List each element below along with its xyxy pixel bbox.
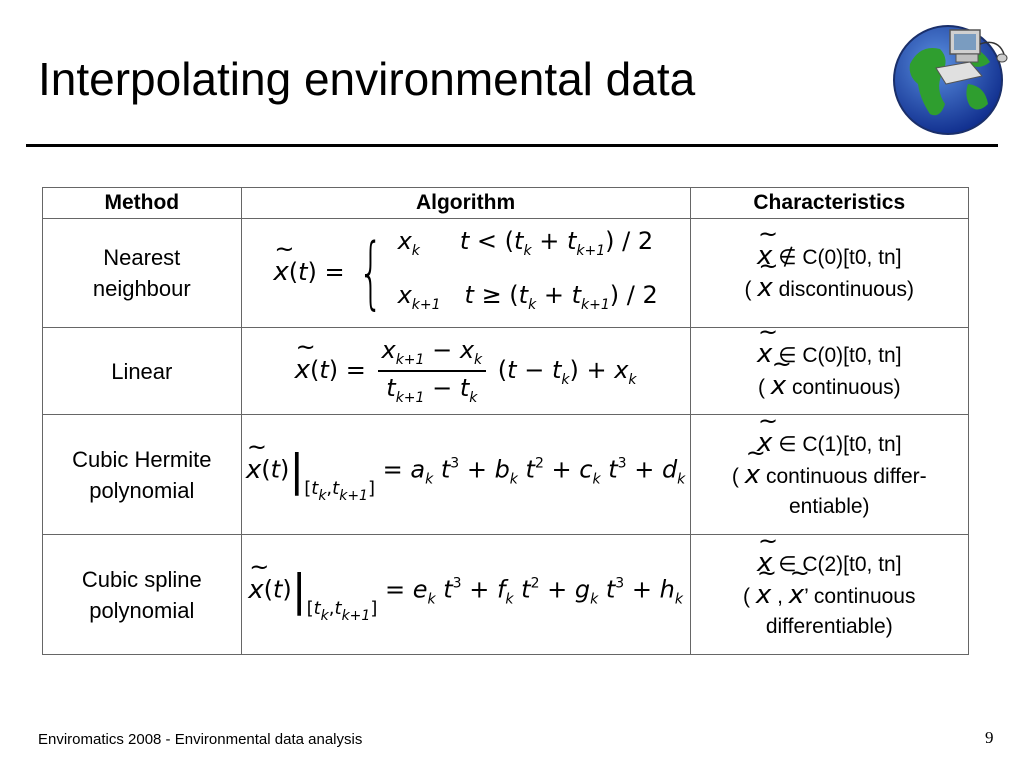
characteristic-description: discontinuous) [778,278,914,301]
slide-title: Interpolating environmental data [38,53,696,105]
table-header-row [43,188,969,219]
cubic-spline-formula: ~ $x(t)|_{[t_k,t_{k+1}]} = e_k$ $t^3 + f_k$ $t^2 + g_k$ $t^3 + h_k$ [248,565,683,624]
table-row [43,328,969,415]
characteristic-description: continuous [813,584,916,608]
nearest-neighbour-formula: ~ x(t) = { $x_k$ $t < (t_k + t_{k+1}) / 2$ $x_{k+1}$ $t \ge (t_k + t_{k+1}) / 2$ [273,219,657,327]
page-number: 9 [985,728,994,747]
characteristic-class: ∈ C(2)[t0, tn] [778,552,902,576]
characteristic-description-cont: entiable) [788,494,870,518]
characteristic-class: ∉ C(0)[t0, tn] [778,246,902,269]
cubic-hermite-formula: ~ $x(t)|_{[t_k,t_{k+1}]} = a_k$ $t^3 + b_k$ $t^2 + c_k$ $t^3 + d_k$ [246,445,685,504]
title-divider [26,144,998,147]
slide-footer: Enviromatics 2008 - Environmental data analysis [38,731,363,748]
header-characteristics: Characteristics [690,188,968,219]
characteristics-cell: ~ x ∈ C(2)[t0, tn] ( ~ x , ~ x’ continuous differentiable) [690,535,968,655]
linear-formula: ~ x(t) = $\frac{x_{k+1} - x_k}{t_{k+1} - t_k}$ $(t - t_k) + x_k$ [295,336,637,406]
algorithm-cell [241,219,690,328]
method-cell [43,415,242,535]
characteristic-description: continuous differ- [765,464,927,488]
characteristic-description-cont: differentiable) [765,614,893,638]
characteristic-class: ∈ C(1)[t0, tn] [778,432,902,456]
method-cell [43,328,242,415]
method-name-line2: neighbour [92,276,191,301]
characteristic-description: continuous) [792,376,901,399]
method-name-line2: polynomial [89,597,195,623]
characteristics-cell: ~ x ∉ C(0)[t0, tn] ( ~ x discontinuous) [690,219,968,328]
algorithm-cell [241,328,690,415]
header-algorithm: Algorithm [241,188,690,219]
interpolation-methods-table [42,187,969,655]
method-cell [43,219,242,328]
method-name-line2: polynomial [89,477,195,503]
method-cell [43,535,242,655]
characteristic-class: ∈ C(0)[t0, tn] [778,344,902,367]
table-row [43,535,969,655]
characteristics-cell: ~ x ∈ C(0)[t0, tn] ( ~ x continuous) [690,328,968,415]
table-row [43,219,969,328]
method-name-line1: Linear [111,358,173,384]
method-name-line1: Cubic spline [81,566,202,592]
method-name-line1: Cubic Hermite [72,446,212,472]
characteristics-cell: ~ x ∈ C(1)[t0, tn] ( ~ x continuous differ- entiable) [690,415,968,535]
header-method: Method [43,188,242,219]
method-name-line1: Nearest [103,245,181,270]
algorithm-cell [241,415,690,535]
globe-computer-logo [890,14,1012,136]
algorithm-cell [241,535,690,655]
table-row [43,415,969,535]
